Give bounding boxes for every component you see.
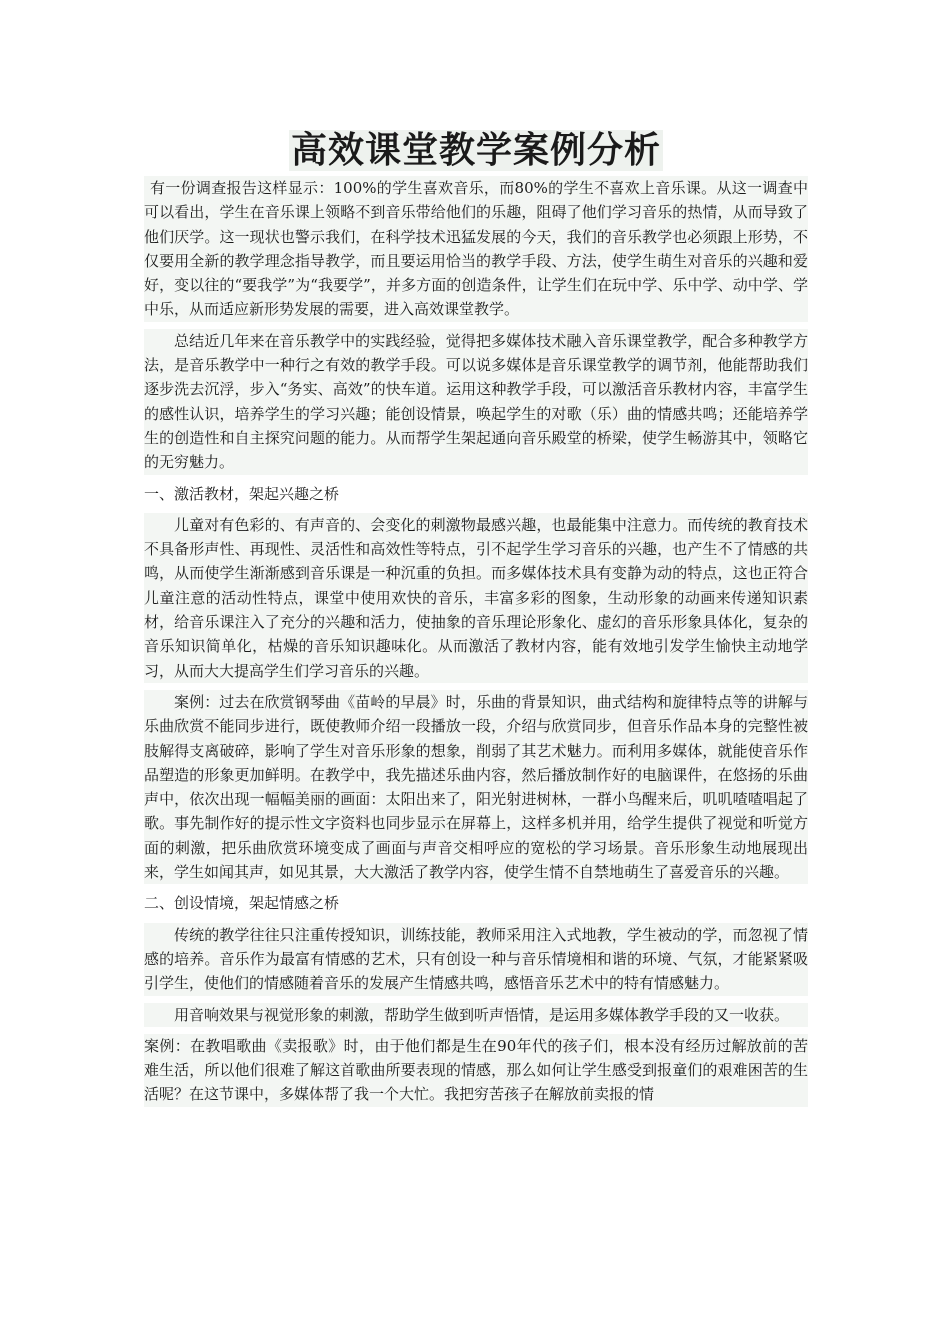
document-page [144,128,808,1114]
paragraph-summary: 总结近几年来在音乐教学中的实践经验，觉得把多媒体技术融入音乐课堂教学，配合多种教学方法，是音乐教学中一种行之有效的教学手段。可以说多媒体是音乐课堂教学的调节剂，他能帮助我们逐步洗去沉浮，步入“务实、高效”的快车道。运用这种教学手段，可以激活音乐教材内容，丰富学生的感性认识，培养学生的学习兴趣；能创设情景，唤起学生的对歌（乐）曲的情感共鸣；还能培养学生的创造性和自主探究问题的能力。从而帮学生架起通向音乐殿堂的桥梁，使学生畅游其中，领略它的无穷魅力。 [144,329,808,475]
paragraph-section2-case: 案例：在教唱歌曲《卖报歌》时，由于他们都是生在90年代的孩子们，根本没有经历过解放前的苦难生活，所以他们很难了解这首歌曲所要表现的情感，那么如何让学生感受到报童们的艰难困苦的生活呢？在这节课中，多媒体帮了我一个大忙。我把穷苦孩子在解放前卖报的情 [144,1034,808,1107]
paragraph-section1-case: 案例：过去在欣赏钢琴曲《苗岭的早晨》时，乐曲的背景知识，曲式结构和旋律特点等的讲解与乐曲欣赏不能同步进行，既使教师介绍一段播放一段，介绍与欣赏同步，但音乐作品本身的完整性被肢解得支离破碎，影响了学生对音乐形象的想象，削弱了其艺术魅力。而利用多媒体，就能使音乐作品塑造的形象更加鲜明。在教学中，我先描述乐曲内容，然后播放制作好的电脑课件，在悠扬的乐曲声中，依次出现一幅幅美丽的画面：太阳出来了，阳光射进树林，一群小鸟醒来后，叽叽喳喳唱起了歌。事先制作好的提示性文字资料也同步显示在屏幕上，这样多机并用，给学生提供了视觉和听觉方面的刺激，把乐曲欣赏环境变成了画面与声音交相呼应的宽松的学习场景。音乐形象生动地展现出来，学生如闻其声，如见其景，大大激活了教学内容，使学生情不自禁地萌生了喜爱音乐的兴趣。 [144,690,808,884]
section-heading-2: 二、创设情境，架起情感之桥 [144,894,340,913]
document-title-text: 高效课堂教学案例分析 [290,130,661,171]
paragraph-section2-gain: 用音响效果与视觉形象的刺激，帮助学生做到听声悟情，是运用多媒体教学手段的又一收获。 [144,1003,808,1027]
section-heading-1: 一、激活教材，架起兴趣之桥 [144,484,340,503]
paragraph-section2-body: 传统的教学往往只注重传授知识，训练技能，教师采用注入式地教，学生被动的学，而忽视了情感的培养。音乐作为最富有情感的艺术，只有创设一种与音乐情境相和谐的环境、气氛，才能紧紧吸引学生，使他们的情感随着音乐的发展产生情感共鸣，感悟音乐艺术中的特有情感魅力。 [144,923,808,996]
paragraph-intro: 有一份调查报告这样显示：100%的学生喜欢音乐，而80%的学生不喜欢上音乐课。从这一调查中可以看出，学生在音乐课上领略不到音乐带给他们的乐趣，阻碍了他们学习音乐的热情，从而导致了他们厌学。这一现状也警示我们，在科学技术迅猛发展的今天，我们的音乐教学也必须跟上形势，不仅要用全新的教学理念指导教学，而且要运用恰当的教学手段、方法，使学生萌生对音乐的兴趣和爱好，变以往的“要我学”为“我要学”，并多方面的创造条件，让学生们在玩中学、乐中学、动中学、学中乐，从而适应新形势发展的需要，进入高效课堂教学。 [144,176,808,322]
document-title [144,128,808,174]
paragraph-section1-body: 儿童对有色彩的、有声音的、会变化的刺激物最感兴趣，也最能集中注意力。而传统的教育技术不具备形声性、再现性、灵活性和高效性等特点，引不起学生学习音乐的兴趣，也产生不了情感的共鸣，从而使学生渐渐感到音乐课是一种沉重的负担。而多媒体技术具有变静为动的特点，这也正符合儿童注意的活动性特点，课堂中使用欢快的音乐，丰富多彩的图象，生动形象的动画来传递知识素材，给音乐课注入了充分的兴趣和活力，使抽象的音乐理论形象化、虚幻的音乐形象具体化，复杂的音乐知识简单化，枯燥的音乐知识趣味化。从而激活了教材内容，能有效地引发学生愉快主动地学习，从而大大提高学生们学习音乐的兴趣。 [144,513,808,683]
